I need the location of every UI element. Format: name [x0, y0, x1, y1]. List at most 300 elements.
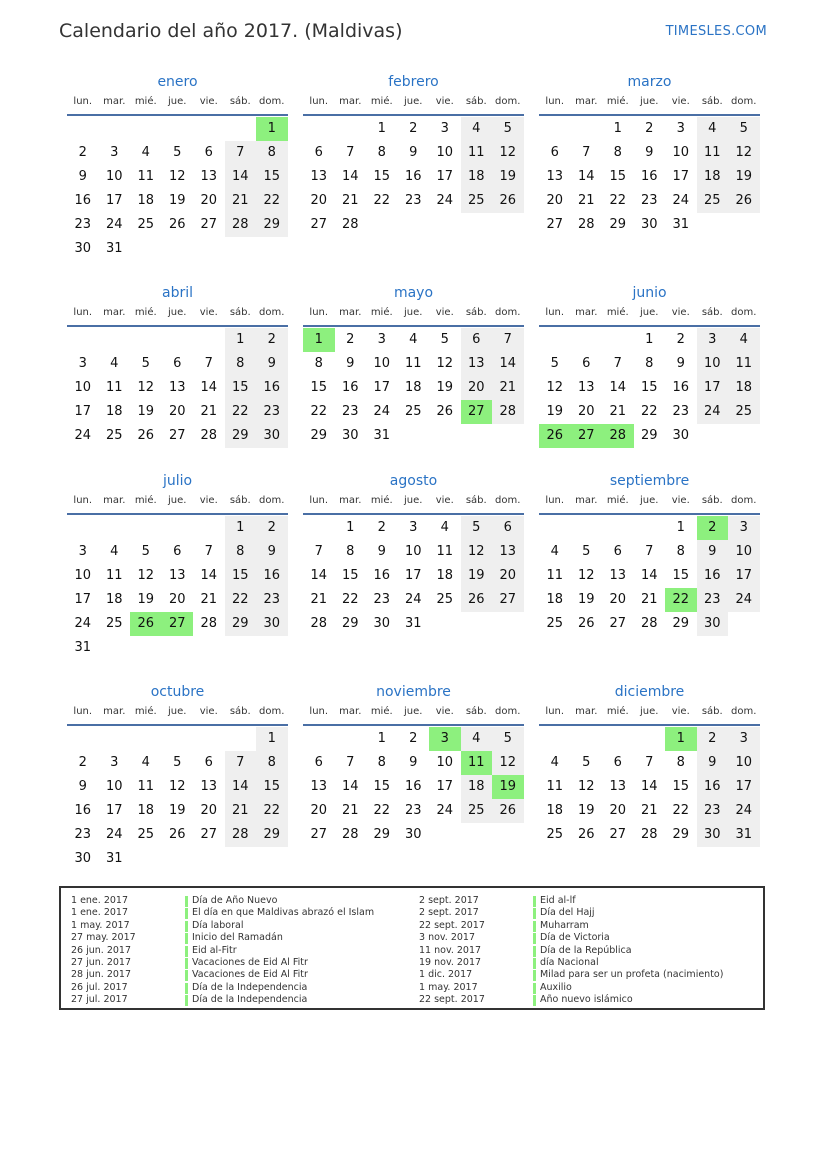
legend-color-marker	[533, 946, 536, 957]
month-title: mayo	[393, 285, 434, 301]
header-rule	[303, 513, 524, 515]
day-cell: 26	[492, 799, 524, 823]
day-cell: 28	[577, 217, 595, 232]
day-cell: 11	[105, 380, 123, 395]
weekday-label: vie.	[671, 96, 690, 107]
day-cell: 7	[645, 544, 654, 559]
weekday-label: sáb.	[229, 706, 251, 717]
month-title: agosto	[389, 473, 438, 489]
day-cell: 30	[373, 616, 391, 631]
legend-holiday-name: Día de la República	[540, 944, 632, 956]
legend-holiday-name: Auxilio	[540, 981, 572, 993]
day-cell: 25	[697, 189, 729, 213]
day-cell: 30	[672, 428, 690, 443]
day-cell: 21	[577, 193, 595, 208]
legend-date: 1 may. 2017	[71, 919, 130, 931]
day-cell: 19	[728, 165, 760, 189]
weekday-label: dom.	[731, 495, 757, 506]
day-cell: 5	[492, 727, 524, 751]
day-cell: 22	[609, 193, 627, 208]
day-cell: 16	[256, 376, 288, 400]
day-cell: 20	[546, 193, 564, 208]
day-cell: 19	[577, 592, 595, 607]
holiday-day-cell: 26	[539, 424, 571, 448]
legend-date: 1 dic. 2017	[419, 969, 473, 981]
day-cell: 3	[409, 520, 418, 535]
day-cell: 25	[404, 404, 422, 419]
legend-holiday-name: Vacaciones de Eid Al Fitr	[192, 969, 308, 981]
day-cell: 8	[676, 755, 685, 770]
weekday-label: mié.	[606, 495, 629, 506]
day-cell: 22	[256, 799, 288, 823]
weekday-label: lun.	[73, 307, 93, 318]
day-cell: 19	[436, 380, 454, 395]
day-cell: 20	[200, 803, 218, 818]
day-cell: 15	[256, 775, 288, 799]
day-cell: 2	[256, 516, 288, 540]
day-cell: 23	[373, 592, 391, 607]
day-cell: 16	[404, 169, 422, 184]
weekday-label: vie.	[199, 307, 218, 318]
day-cell: 10	[728, 540, 760, 564]
legend-color-marker	[185, 995, 188, 1006]
day-cell: 23	[256, 588, 288, 612]
legend-holiday-name: Día del Hajj	[540, 907, 595, 919]
day-cell: 12	[168, 169, 186, 184]
weekday-label: mié.	[606, 307, 629, 318]
day-cell: 16	[256, 564, 288, 588]
day-cell: 19	[492, 165, 524, 189]
day-cell: 12	[461, 540, 493, 564]
day-cell: 12	[137, 380, 155, 395]
legend-date: 22 sept. 2017	[419, 994, 485, 1006]
legend-date: 26 jul. 2017	[71, 981, 128, 993]
day-cell: 25	[728, 400, 760, 424]
weekday-header	[67, 495, 288, 511]
day-cell: 21	[200, 592, 218, 607]
day-cell: 18	[546, 803, 564, 818]
weekday-header	[67, 96, 288, 112]
holiday-day-cell: 1	[665, 727, 697, 751]
legend-holiday-name: Día de Victoria	[540, 932, 610, 944]
day-cell: 20	[461, 376, 493, 400]
weekday-label: jue.	[404, 96, 423, 107]
day-cell: 17	[404, 568, 422, 583]
day-cell: 11	[461, 141, 493, 165]
day-cell: 3	[697, 328, 729, 352]
day-cell: 2	[346, 332, 355, 347]
day-cell: 3	[728, 727, 760, 751]
weekday-label: mié.	[134, 96, 157, 107]
legend-date: 3 nov. 2017	[419, 932, 475, 944]
day-cell: 12	[577, 779, 595, 794]
day-cell: 6	[204, 755, 213, 770]
legend-color-marker	[185, 983, 188, 994]
day-cell: 11	[546, 568, 564, 583]
header-rule	[303, 724, 524, 726]
legend-color-marker	[185, 896, 188, 907]
month-title: julio	[162, 473, 193, 489]
day-cell: 13	[200, 779, 218, 794]
legend-date: 2 sept. 2017	[419, 895, 479, 906]
day-cell: 23	[640, 193, 658, 208]
day-cell: 21	[200, 404, 218, 419]
day-cell: 5	[582, 544, 591, 559]
day-cell: 27	[609, 616, 627, 631]
day-cell: 22	[225, 588, 257, 612]
brand-logo[interactable]: TIMESLES.COM	[665, 24, 767, 39]
day-cell: 4	[728, 328, 760, 352]
day-cell: 23	[404, 803, 422, 818]
day-cell: 16	[74, 803, 92, 818]
day-cell: 8	[256, 141, 288, 165]
day-cell: 18	[697, 165, 729, 189]
day-cell: 31	[373, 428, 391, 443]
day-cell: 28	[225, 823, 257, 847]
day-cell: 6	[204, 145, 213, 160]
day-cell: 22	[672, 803, 690, 818]
day-cell: 6	[613, 544, 622, 559]
day-cell: 21	[225, 799, 257, 823]
day-cell: 30	[256, 424, 288, 448]
holiday-legend	[59, 886, 765, 1010]
legend-date: 27 may. 2017	[71, 932, 136, 944]
weekday-label: dom.	[495, 307, 521, 318]
day-cell: 2	[256, 328, 288, 352]
month-title: junio	[632, 285, 667, 301]
day-cell: 20	[200, 193, 218, 208]
weekday-label: vie.	[671, 706, 690, 717]
day-cell: 21	[640, 803, 658, 818]
weekday-label: vie.	[199, 495, 218, 506]
day-cell: 14	[200, 380, 218, 395]
day-cell: 15	[225, 564, 257, 588]
weekday-label: jue.	[640, 96, 659, 107]
day-cell: 4	[461, 727, 493, 751]
day-cell: 5	[141, 544, 150, 559]
day-cell: 10	[436, 755, 454, 770]
day-cell: 15	[373, 169, 391, 184]
weekday-label: mar.	[103, 307, 126, 318]
day-cell: 20	[168, 592, 186, 607]
day-cell: 11	[728, 352, 760, 376]
day-cell: 4	[409, 332, 418, 347]
legend-color-marker	[533, 921, 536, 932]
weekday-label: dom.	[731, 307, 757, 318]
legend-holiday-name: El día en que Maldivas abrazó el Islam	[192, 907, 375, 919]
legend-color-marker	[185, 970, 188, 981]
day-cell: 20	[577, 404, 595, 419]
day-cell: 21	[341, 803, 359, 818]
day-cell: 29	[341, 616, 359, 631]
day-cell: 29	[640, 428, 658, 443]
weekday-header	[303, 96, 524, 112]
day-cell: 28	[341, 827, 359, 842]
legend-holiday-name: Eid al-lf	[540, 895, 576, 906]
day-cell: 18	[105, 592, 123, 607]
weekday-label: mar.	[339, 307, 362, 318]
day-cell: 9	[409, 755, 418, 770]
day-cell: 1	[225, 328, 257, 352]
day-cell: 17	[74, 404, 92, 419]
day-cell: 12	[492, 141, 524, 165]
day-cell: 30	[404, 827, 422, 842]
day-cell: 21	[310, 592, 328, 607]
weekday-label: sáb.	[701, 307, 723, 318]
day-cell: 12	[728, 141, 760, 165]
weekday-label: mar.	[575, 495, 598, 506]
weekday-label: jue.	[404, 307, 423, 318]
header-rule	[67, 325, 288, 327]
weekday-label: dom.	[731, 706, 757, 717]
day-cell: 29	[373, 827, 391, 842]
day-cell: 29	[609, 217, 627, 232]
weekday-label: sáb.	[229, 495, 251, 506]
weekday-label: mar.	[575, 706, 598, 717]
header-rule	[539, 325, 760, 327]
day-cell: 4	[550, 755, 559, 770]
day-cell: 14	[341, 779, 359, 794]
day-cell: 17	[74, 592, 92, 607]
weekday-header	[303, 307, 524, 323]
day-cell: 6	[613, 755, 622, 770]
weekday-label: dom.	[495, 495, 521, 506]
day-cell: 13	[310, 779, 328, 794]
weekday-label: jue.	[168, 307, 187, 318]
header-rule	[539, 724, 760, 726]
day-cell: 18	[137, 193, 155, 208]
holiday-day-cell: 27	[162, 612, 194, 636]
holiday-day-cell: 27	[461, 400, 493, 424]
day-cell: 14	[225, 165, 257, 189]
day-cell: 27	[310, 217, 328, 232]
month-title: marzo	[627, 74, 672, 90]
day-cell: 4	[697, 117, 729, 141]
legend-holiday-name: Día laboral	[192, 919, 244, 931]
weekday-label: mar.	[339, 495, 362, 506]
day-cell: 4	[141, 755, 150, 770]
header-rule	[539, 114, 760, 116]
header-rule	[67, 513, 288, 515]
legend-holiday-name: Inicio del Ramadán	[192, 932, 283, 944]
day-cell: 9	[78, 169, 87, 184]
legend-date: 11 nov. 2017	[419, 944, 482, 956]
day-cell: 8	[377, 755, 386, 770]
day-cell: 17	[697, 376, 729, 400]
legend-date: 1 ene. 2017	[71, 907, 128, 919]
day-cell: 2	[409, 121, 418, 136]
weekday-label: sáb.	[465, 96, 487, 107]
day-cell: 24	[728, 799, 760, 823]
weekday-header	[303, 706, 524, 722]
legend-holiday-name: Muharram	[540, 919, 589, 931]
holiday-day-cell: 26	[130, 612, 162, 636]
weekday-label: mar.	[575, 96, 598, 107]
day-cell: 15	[373, 779, 391, 794]
day-cell: 17	[373, 380, 391, 395]
day-cell: 1	[377, 731, 386, 746]
day-cell: 1	[377, 121, 386, 136]
weekday-header	[539, 96, 760, 112]
day-cell: 10	[672, 145, 690, 160]
day-cell: 10	[436, 145, 454, 160]
day-cell: 9	[256, 352, 288, 376]
day-cell: 27	[492, 588, 524, 612]
day-cell: 24	[728, 588, 760, 612]
legend-holiday-name: Eid al-Fitr	[192, 944, 237, 956]
weekday-header	[539, 706, 760, 722]
day-cell: 4	[110, 356, 119, 371]
weekday-label: lun.	[73, 96, 93, 107]
day-cell: 15	[609, 169, 627, 184]
weekday-label: jue.	[404, 495, 423, 506]
day-cell: 11	[436, 544, 454, 559]
day-cell: 7	[613, 356, 622, 371]
day-cell: 9	[697, 540, 729, 564]
holiday-day-cell: 1	[303, 328, 335, 352]
day-cell: 2	[676, 332, 685, 347]
weekday-label: vie.	[671, 307, 690, 318]
day-cell: 18	[461, 775, 493, 799]
month-title: septiembre	[609, 473, 690, 489]
day-cell: 10	[74, 380, 92, 395]
weekday-label: lun.	[309, 96, 329, 107]
weekday-label: dom.	[259, 307, 285, 318]
day-cell: 13	[609, 568, 627, 583]
weekday-label: dom.	[259, 495, 285, 506]
legend-color-marker	[533, 970, 536, 981]
day-cell: 25	[105, 428, 123, 443]
day-cell: 15	[672, 568, 690, 583]
day-cell: 7	[492, 328, 524, 352]
day-cell: 14	[640, 568, 658, 583]
day-cell: 19	[546, 404, 564, 419]
day-cell: 10	[105, 779, 123, 794]
day-cell: 15	[225, 376, 257, 400]
month-title: abril	[161, 285, 193, 301]
day-cell: 30	[74, 851, 92, 866]
day-cell: 1	[346, 520, 355, 535]
day-cell: 12	[436, 356, 454, 371]
day-cell: 19	[137, 404, 155, 419]
day-cell: 28	[640, 827, 658, 842]
weekday-label: dom.	[495, 706, 521, 717]
day-cell: 3	[728, 516, 760, 540]
day-cell: 10	[373, 356, 391, 371]
day-cell: 15	[672, 779, 690, 794]
day-cell: 26	[461, 588, 493, 612]
day-cell: 2	[377, 520, 386, 535]
day-cell: 10	[105, 169, 123, 184]
month-title: octubre	[150, 684, 205, 700]
day-cell: 9	[676, 356, 685, 371]
weekday-label: vie.	[435, 96, 454, 107]
day-cell: 3	[78, 356, 87, 371]
legend-date: 28 jun. 2017	[71, 969, 132, 981]
day-cell: 28	[200, 616, 218, 631]
day-cell: 9	[377, 544, 386, 559]
day-cell: 12	[577, 568, 595, 583]
weekday-label: vie.	[671, 495, 690, 506]
day-cell: 2	[78, 145, 87, 160]
day-cell: 23	[74, 217, 92, 232]
day-cell: 30	[256, 612, 288, 636]
day-cell: 4	[141, 145, 150, 160]
day-cell: 31	[404, 616, 422, 631]
day-cell: 7	[314, 544, 323, 559]
day-cell: 5	[173, 755, 182, 770]
day-cell: 29	[256, 823, 288, 847]
legend-color-marker	[533, 933, 536, 944]
day-cell: 15	[310, 380, 328, 395]
day-cell: 27	[609, 827, 627, 842]
header-rule	[539, 513, 760, 515]
day-cell: 7	[225, 751, 257, 775]
day-cell: 3	[676, 121, 685, 136]
legend-color-marker	[533, 896, 536, 907]
weekday-label: sáb.	[465, 706, 487, 717]
day-cell: 22	[341, 592, 359, 607]
day-cell: 13	[546, 169, 564, 184]
month-title: noviembre	[376, 684, 451, 700]
weekday-header	[539, 495, 760, 511]
weekday-label: vie.	[435, 706, 454, 717]
day-cell: 31	[105, 241, 123, 256]
weekday-label: dom.	[259, 706, 285, 717]
legend-holiday-name: Día de la Independencia	[192, 981, 308, 993]
day-cell: 2	[78, 755, 87, 770]
day-cell: 25	[546, 827, 564, 842]
legend-holiday-name: Año nuevo islámico	[540, 994, 633, 1006]
day-cell: 15	[341, 568, 359, 583]
day-cell: 25	[436, 592, 454, 607]
day-cell: 18	[105, 404, 123, 419]
day-cell: 30	[74, 241, 92, 256]
calendar-grid	[67, 0, 761, 880]
weekday-label: mié.	[134, 307, 157, 318]
weekday-label: dom.	[731, 96, 757, 107]
legend-color-marker	[533, 983, 536, 994]
day-cell: 14	[200, 568, 218, 583]
weekday-label: mié.	[134, 495, 157, 506]
day-cell: 6	[314, 145, 323, 160]
day-cell: 2	[697, 727, 729, 751]
header-rule	[67, 724, 288, 726]
weekday-label: mié.	[370, 495, 393, 506]
weekday-label: lun.	[73, 495, 93, 506]
legend-date: 27 jun. 2017	[71, 957, 132, 968]
weekday-label: mar.	[103, 495, 126, 506]
weekday-label: lun.	[545, 307, 565, 318]
weekday-label: vie.	[435, 307, 454, 318]
weekday-label: mar.	[575, 307, 598, 318]
day-cell: 24	[697, 400, 729, 424]
day-cell: 16	[672, 380, 690, 395]
day-cell: 6	[461, 328, 493, 352]
day-cell: 13	[609, 779, 627, 794]
header-rule	[303, 114, 524, 116]
day-cell: 28	[200, 428, 218, 443]
day-cell: 20	[310, 803, 328, 818]
day-cell: 11	[697, 141, 729, 165]
day-cell: 5	[141, 356, 150, 371]
day-cell: 8	[256, 751, 288, 775]
weekday-header	[539, 307, 760, 323]
legend-holiday-name: día Nacional	[540, 957, 599, 968]
day-cell: 17	[728, 775, 760, 799]
day-cell: 26	[168, 217, 186, 232]
day-cell: 19	[577, 803, 595, 818]
